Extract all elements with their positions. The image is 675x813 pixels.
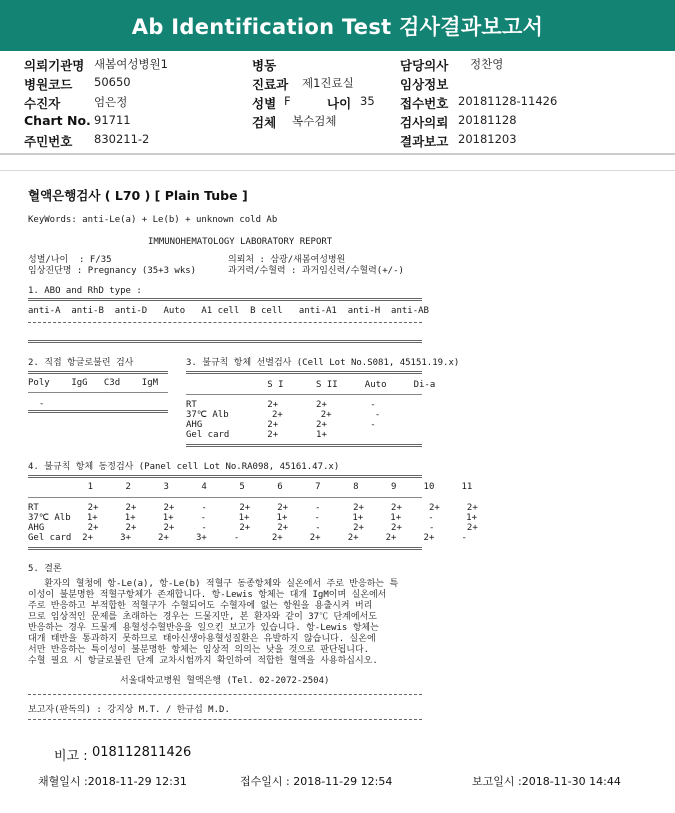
value-receipt-no: 20181128-11426 bbox=[458, 94, 558, 108]
label-chart-no: Chart No. bbox=[24, 113, 91, 128]
report-time: 보고일시 :2018-11-30 14:44 bbox=[472, 775, 621, 788]
rule bbox=[28, 497, 422, 498]
panel-headers: 1 2 3 4 5 6 7 8 9 10 11 bbox=[28, 482, 473, 492]
abo-headers: anti-A anti-B anti-D Auto A1 cell B cell anti-A1 anti-H anti-AB bbox=[28, 306, 429, 316]
collect-time: 채혈일시 :2018-11-29 12:31 bbox=[38, 775, 187, 788]
report-banner bbox=[0, 0, 675, 51]
rule bbox=[28, 719, 422, 720]
screen-row: 37℃ Alb 2+ 2+ - bbox=[186, 410, 381, 420]
label-ward: 병동 bbox=[252, 58, 277, 73]
rule bbox=[28, 371, 168, 374]
rule bbox=[28, 547, 422, 550]
sex-age: 성별/나이 : F/35 bbox=[28, 255, 112, 265]
label-report-date: 결과보고 bbox=[400, 134, 449, 149]
panel-row: 37℃ Alb 1+ 1+ 1+ - 1+ 1+ - 1+ 1+ - 1+ bbox=[28, 513, 478, 523]
label-request-date: 검사의뢰 bbox=[400, 115, 449, 130]
conclusion-line: 주로 반응하고 부적합한 적혈구가 수혈되어도 수혈자에 없는 항원을 용출시켜 버리 bbox=[28, 601, 373, 611]
value-report-date: 20181203 bbox=[458, 132, 517, 146]
rule bbox=[28, 322, 422, 323]
label-institution: 의뢰기관명 bbox=[24, 58, 85, 73]
screen-title: 3. 불규칙 항체 선별검사 (Cell Lot No.S081, 45151.19.x) bbox=[186, 358, 460, 368]
label-age: 나이 bbox=[327, 96, 352, 111]
rule bbox=[28, 392, 168, 393]
panel-title: 4. 불규칙 항체 동정검사 (Panel cell Lot No.RA098, 45161.47.x) bbox=[28, 462, 340, 472]
label-department: 진료과 bbox=[252, 77, 289, 92]
screen-headers: S I S II Auto Di-a bbox=[186, 380, 436, 390]
blood-bank: 서울대학교병원 혈액은행 (Tel. 02-2072-2504) bbox=[120, 676, 330, 686]
conclusion-line: 반응하는 경우 드물게 용혈성수혈반응을 일으킨 보고가 있습니다. 항-Lewis 항체는 bbox=[28, 623, 379, 633]
label-sex: 성별 bbox=[252, 96, 277, 111]
value-sex: F bbox=[284, 94, 291, 108]
reporter: 보고자(판독의) : 강지상 M.T. / 한규섭 M.D. bbox=[28, 705, 230, 715]
dat-headers: Poly IgG C3d IgM bbox=[28, 378, 159, 388]
label-doctor: 담당의사 bbox=[400, 58, 449, 73]
panel-row: RT 2+ 2+ 2+ - 2+ 2+ - 2+ 2+ 2+ 2+ bbox=[28, 503, 478, 513]
keywords: KeyWords: anti-Le(a) + Le(b) + unknown cold Ab bbox=[28, 215, 278, 225]
value-department: 제1진료실 bbox=[302, 76, 354, 90]
value-doctor: 정찬영 bbox=[470, 57, 504, 71]
conclusion-title: 5. 결론 bbox=[28, 564, 62, 574]
section-title: 혈액은행검사 ( L70 ) [ Plain Tube ] bbox=[28, 188, 248, 203]
conclusion-line: 환자의 혈청에 항-Le(a), 항-Le(b) 적혈구 동종항체와 실온에서 주로 반응하는 특 bbox=[28, 579, 399, 589]
info-row bbox=[20, 132, 660, 151]
patient-info bbox=[20, 56, 660, 151]
value-resident-no: 830211-2 bbox=[94, 132, 150, 146]
info-row bbox=[20, 113, 660, 132]
label-clinical-info: 임상정보 bbox=[400, 77, 449, 92]
rule bbox=[28, 694, 422, 695]
value-age: 35 bbox=[360, 94, 375, 108]
dat-title: 2. 직접 항글로불린 검사 bbox=[28, 358, 134, 368]
label-patient: 수진자 bbox=[24, 96, 61, 111]
rule bbox=[28, 475, 422, 478]
rule bbox=[28, 298, 422, 301]
panel-row: AHG 2+ 2+ 2+ - 2+ 2+ - 2+ 2+ - 2+ bbox=[28, 523, 478, 533]
screen-row: AHG 2+ 2+ - bbox=[186, 420, 376, 430]
label-receipt-no: 접수번호 bbox=[400, 96, 449, 111]
history: 과거력/수혈력 : 과거임신력/수혈력(+/-) bbox=[228, 266, 404, 276]
info-row bbox=[20, 75, 660, 94]
conclusion-line: 이성이 불분명한 적혈구항체가 존재합니다. 항-Lewis 항체는 대개 IgM이며 실온에서 bbox=[28, 590, 387, 600]
label-resident-no: 주민번호 bbox=[24, 134, 73, 149]
value-chart-no: 91711 bbox=[94, 113, 131, 127]
rule bbox=[186, 371, 422, 374]
receive-time: 접수일시 : 2018-11-29 12:54 bbox=[240, 775, 393, 788]
value-request-date: 20181128 bbox=[458, 113, 517, 127]
value-hospital-code: 50650 bbox=[94, 75, 131, 89]
screen-row: RT 2+ 2+ - bbox=[186, 400, 376, 410]
conclusion-line: 대개 태반을 통과하지 못하므로 태아신생아용혈성질환은 유발하지 않습니다. 실온에 bbox=[28, 634, 376, 644]
rule bbox=[28, 410, 168, 413]
rule bbox=[186, 444, 422, 447]
screen-row: Gel card 2+ 1+ bbox=[186, 430, 327, 440]
value-specimen: 복수검체 bbox=[292, 114, 337, 128]
conclusion-line: 므로 임상적인 문제를 초래하는 경우는 드물지만, 본 환자와 같이 37℃ 단계에서도 bbox=[28, 612, 377, 622]
label-hospital-code: 병원코드 bbox=[24, 77, 73, 92]
value-institution: 새봄여성병원1 bbox=[94, 57, 168, 71]
referrer: 의뢰처 : 삼광/새봄여성병원 bbox=[228, 255, 346, 265]
dat-value: - bbox=[28, 399, 45, 409]
label-specimen: 검체 bbox=[252, 115, 277, 130]
conclusion-line: 서만 반응하는 특이성이 불분명한 항체는 임상적 의의는 낮을 것으로 판단됩니다. bbox=[28, 645, 370, 655]
panel-row: Gel card 2+ 3+ 2+ 3+ - 2+ 2+ 2+ 2+ 2+ - bbox=[28, 533, 467, 543]
rule bbox=[186, 394, 422, 395]
report-title: Ab Identification Test 검사결과보고서 bbox=[131, 14, 544, 39]
diagnosis: 임상진단명 : Pregnancy (35+3 wks) bbox=[28, 266, 197, 276]
abo-title: 1. ABO and RhD type : bbox=[28, 286, 142, 296]
info-row bbox=[20, 94, 660, 113]
note-value: 018112811426 bbox=[92, 745, 192, 760]
value-patient: 엄은정 bbox=[94, 95, 128, 109]
lab-title: IMMUNOHEMATOLOGY LABORATORY REPORT bbox=[148, 237, 333, 247]
conclusion-line: 수혈 필요 시 항글로불린 단계 교차시험까지 확인하여 적합한 혈액을 사용하십시오. bbox=[28, 656, 378, 666]
note-label: 비고 : bbox=[54, 749, 88, 764]
rule bbox=[28, 340, 422, 343]
divider bbox=[0, 153, 675, 155]
info-row bbox=[20, 56, 660, 75]
